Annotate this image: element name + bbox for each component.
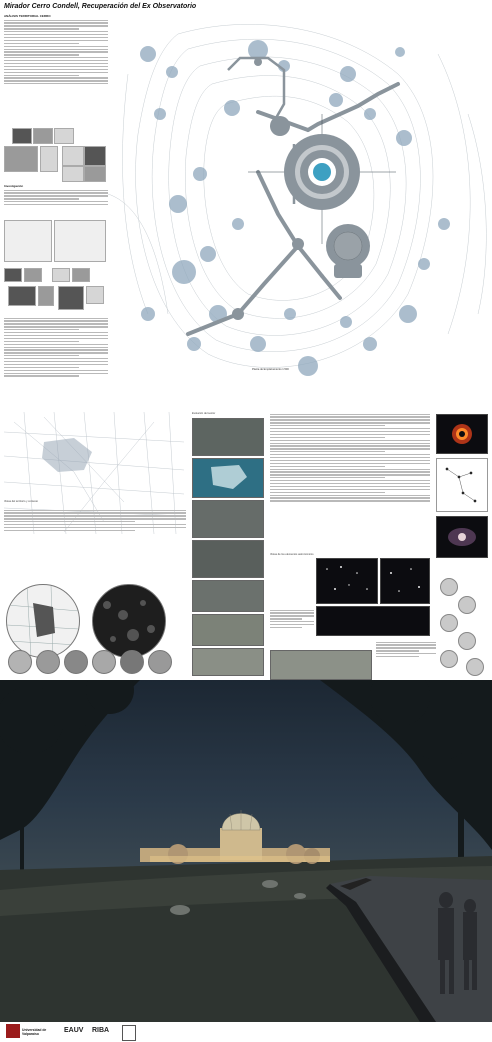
landscape-photo: [192, 648, 264, 676]
investigation-text: [4, 184, 108, 216]
poster-title: Mirador Cerro Condell, Recuperación del Ex Observatorio: [4, 3, 197, 10]
satellite-photo: [192, 580, 264, 612]
reference-photo: [62, 146, 84, 166]
plan-caption: Planta de Emplazamiento 1:500: [252, 368, 289, 371]
model-photo: [8, 286, 36, 306]
model-photo: [38, 286, 54, 306]
description-text: [4, 316, 108, 410]
sketch-diagram: [4, 220, 52, 262]
site-photo: [8, 650, 32, 674]
section-heading: ANÁLISIS TERRITORIAL CERRO: [4, 14, 51, 18]
reference-photo: [84, 166, 106, 182]
satellite-photo: [192, 418, 264, 456]
logo-university: Universidad de Valparaíso: [22, 1028, 47, 1036]
star-field-image: [316, 558, 378, 604]
star-field-image: [380, 558, 430, 604]
footer: [0, 1022, 492, 1042]
model-photo: [24, 268, 42, 282]
model-photo: [58, 286, 84, 310]
circular-diagram: [6, 584, 80, 658]
site-photo: [148, 650, 172, 674]
fauna-photo: [440, 578, 458, 596]
fauna-photo: [440, 614, 458, 632]
landscape-text: [376, 640, 436, 676]
sketch-diagram: [54, 220, 106, 262]
reference-photo: [62, 166, 84, 182]
context-text: [4, 508, 186, 578]
site-photo: [120, 650, 144, 674]
site-photo: [36, 650, 60, 674]
star-field-image: [316, 606, 430, 636]
model-photo: [86, 286, 104, 304]
logo-eauv: EAUV: [64, 1027, 84, 1034]
fauna-text: [270, 608, 314, 648]
reference-photo: [40, 146, 58, 172]
reference-photo: [54, 128, 74, 144]
satellite-photo: [192, 500, 264, 538]
fauna-photo: [440, 650, 458, 668]
circular-aerial-photo: [92, 584, 166, 658]
constellation-chart: [436, 458, 488, 512]
fauna-photo: [458, 596, 476, 614]
logo-riba: RIBA: [92, 1027, 110, 1034]
fauna-photo: [466, 658, 484, 676]
subsection-heading: Investigación: [4, 184, 24, 188]
site-plan: [108, 14, 492, 394]
university-shield-icon: [6, 1024, 20, 1038]
nebula-image: [436, 414, 488, 454]
reference-photo: [33, 128, 53, 144]
galaxy-image: [436, 516, 488, 558]
night-render: [0, 680, 492, 1022]
site-photo: [64, 650, 88, 674]
fauna-photo: [458, 632, 476, 650]
model-photo: [52, 268, 70, 282]
star-caption: Vistas de los elementos astronómicos: [270, 553, 314, 556]
satellite-photo: [192, 540, 264, 578]
model-photo: [4, 268, 22, 282]
reference-photo: [4, 146, 38, 172]
reference-photo: [12, 128, 32, 144]
astronomy-text: [270, 412, 430, 552]
map-caption: Vistas del territorio y contexto: [4, 500, 38, 503]
site-photo: [92, 650, 116, 674]
landscape-photo: [192, 614, 264, 646]
intro-text-block: [4, 14, 108, 134]
satellite-photo-highlight: [192, 458, 264, 498]
reference-photo: [84, 146, 106, 166]
satellite-caption: Evolución del sector: [192, 412, 216, 415]
landscape-panorama: [270, 650, 372, 680]
model-photo: [72, 268, 90, 282]
crest-icon: [122, 1025, 136, 1041]
